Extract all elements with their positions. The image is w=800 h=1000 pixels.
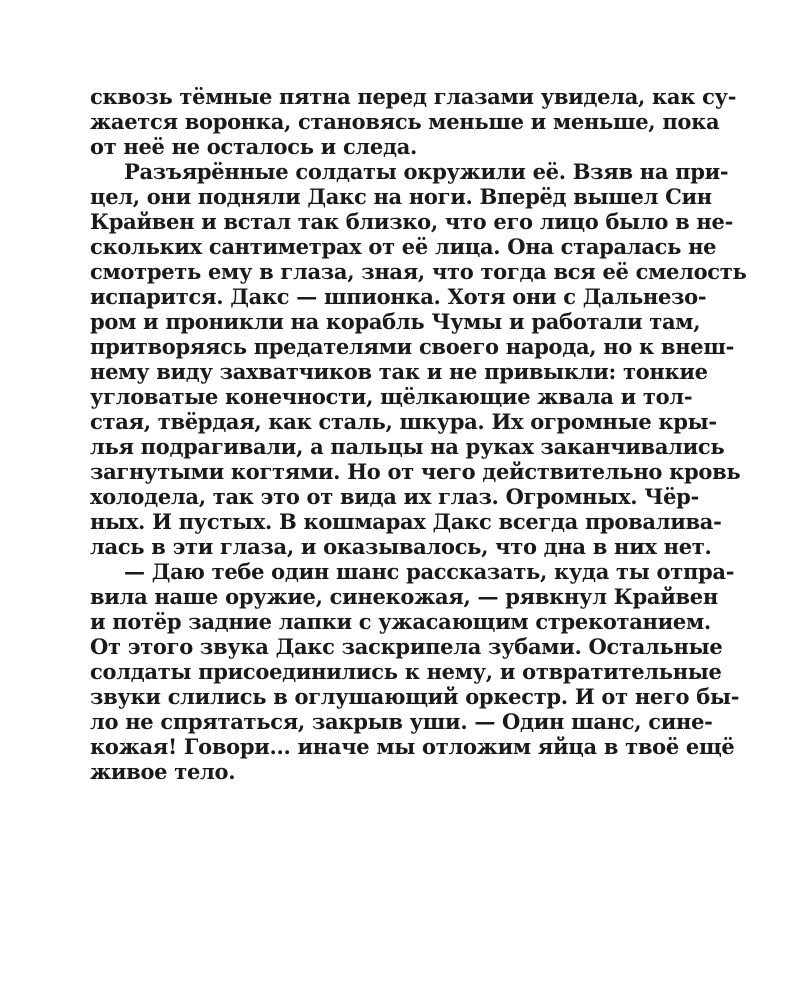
text-line: Крайвен и встал так близко, что его лицо было в не- xyxy=(90,209,733,234)
text-line: От этого звука Дакс заскрипела зубами. Остальные xyxy=(90,634,723,659)
text-line: лья подрагивали, а пальцы на руках заканчивались xyxy=(90,434,725,459)
text-line: холодела, так это от вида их глаз. Огромных. Чёр- xyxy=(90,484,699,509)
text-line: вила наше оружие, синекожая, — рявкнул Крайвен xyxy=(90,584,718,609)
text-line: и потёр задние лапки с ужасающим стрекотанием. xyxy=(90,609,711,634)
text-line: живое тело. xyxy=(90,759,236,784)
text-line: угловатые конечности, щёлкающие жвала и тол- xyxy=(90,384,693,409)
text-line: притворяясь предателями своего народа, но к внеш- xyxy=(90,334,735,359)
text-line: кожая! Говори... иначе мы отложим яйца в твоё ещё xyxy=(90,734,735,759)
paragraph-start-line: — Даю тебе один шанс рассказать, куда ты отпра- xyxy=(124,559,735,584)
text-line: сквозь тёмные пятна перед глазами увидела, как су- xyxy=(90,84,737,109)
text-line: смотреть ему в глаза, зная, что тогда вся её смелость xyxy=(90,259,747,284)
text-line: звуки слились в оглушающий оркестр. И от него бы- xyxy=(90,684,740,709)
text-line: нему виду захватчиков так и не привыкли: тонкие xyxy=(90,359,708,384)
text-line: ло не спрятаться, закрыв уши. — Один шанс, сине- xyxy=(90,709,713,734)
text-line: цел, они подняли Дакс на ноги. Вперёд вышел Син xyxy=(90,184,712,209)
text-line: стая, твёрдая, как сталь, шкура. Их огромные кры- xyxy=(90,409,717,434)
text-line: лась в эти глаза, и оказывалось, что дна в них нет. xyxy=(90,534,712,559)
text-line: солдаты присоединились к нему, и отвратительные xyxy=(90,659,722,684)
text-line: загнутыми когтями. Но от чего действительно кровь xyxy=(90,459,741,484)
text-line: испарится. Дакс — шпионка. Хотя они с Дальнезо- xyxy=(90,284,707,309)
body-text xyxy=(90,84,747,784)
text-line: скольких сантиметрах от её лица. Она старалась не xyxy=(90,234,717,259)
paragraph-start-line: Разъярённые солдаты окружили её. Взяв на при- xyxy=(124,159,729,184)
text-line: ром и проникли на корабль Чумы и работали там, xyxy=(90,309,701,334)
text-line: от неё не осталось и следа. xyxy=(90,134,418,159)
text-line: жается воронка, становясь меньше и меньше, пока xyxy=(90,109,720,134)
text-line: ных. И пустых. В кошмарах Дакс всегда проваливa- xyxy=(90,509,722,534)
